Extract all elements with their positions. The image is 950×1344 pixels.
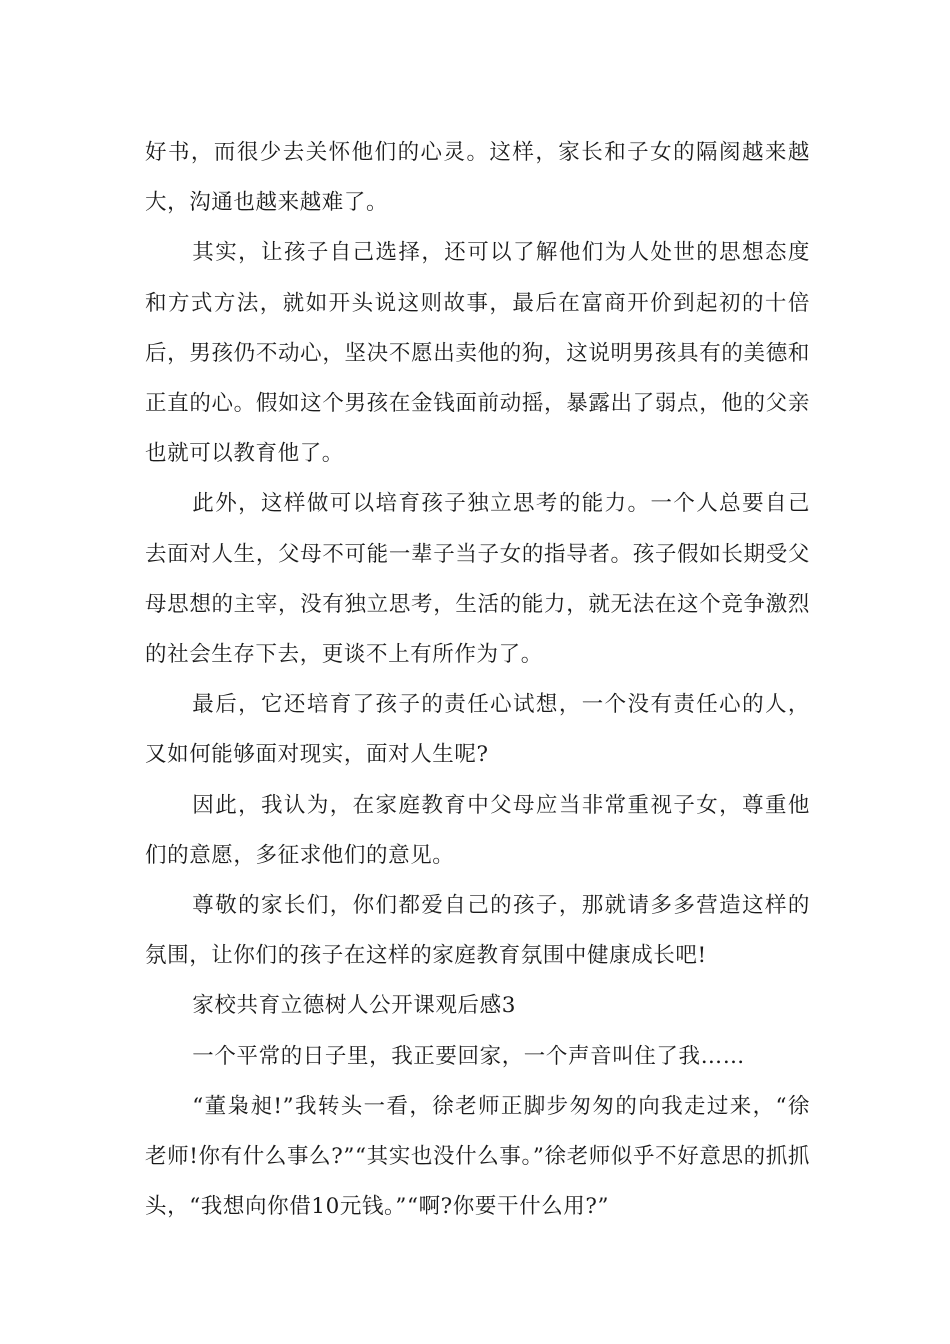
paragraph-7: 一个平常的日子里，我正要回家，一个声音叫住了我…… bbox=[192, 1043, 745, 1069]
paragraph-5: 因此，我认为，在家庭教育中父母应当非常重视子女，尊重他们的意愿，多征求他们的意见。 bbox=[145, 792, 810, 868]
paragraph-2: 其实，让孩子自己选择，还可以了解他们为人处世的思想态度和方式方法，就如开头说这则故事，最后在富商开价到起初的十倍后，男孩仍不动心，坚决不愿出卖他的狗，这说明男孩具有的美德和正直的心。假如这个男孩在金钱面前动摇，暴露出了弱点，他的父亲也就可以教育他了。 bbox=[145, 240, 810, 467]
paragraph-4: 最后，它还培育了孩子的责任心试想，一个没有责任心的人，又如何能够面对现实，面对人生呢? bbox=[145, 692, 810, 768]
paragraph-8: “董枭昶!”我转头一看，徐老师正脚步匆匆的向我走过来，“徐老师!你有什么事么?”“其实也没什么事。”徐老师似乎不好意思的抓抓头，“我想向你借10元钱。”“啊?你要干什么用?” bbox=[145, 1093, 810, 1220]
paragraph-6: 尊敬的家长们，你们都爱自己的孩子，那就请多多营造这样的氛围，让你们的孩子在这样的家庭教育氛围中健康成长吧! bbox=[145, 893, 810, 969]
paragraph-3: 此外，这样做可以培育孩子独立思考的能力。一个人总要自己去面对人生，父母不可能一辈子当子女的指导者。孩子假如长期受父母思想的主宰，没有独立思考，生活的能力，就无法在这个竞争激烈的社会生存下去，更谈不上有所作为了。 bbox=[145, 491, 810, 668]
paragraph-1: 好书，而很少去关怀他们的心灵。这样，家长和子女的隔阂越来越大，沟通也越来越难了。 bbox=[145, 140, 810, 216]
document-body bbox=[145, 128, 810, 1232]
section-heading: 家校共育立德树人公开课观后感3 bbox=[192, 993, 516, 1019]
